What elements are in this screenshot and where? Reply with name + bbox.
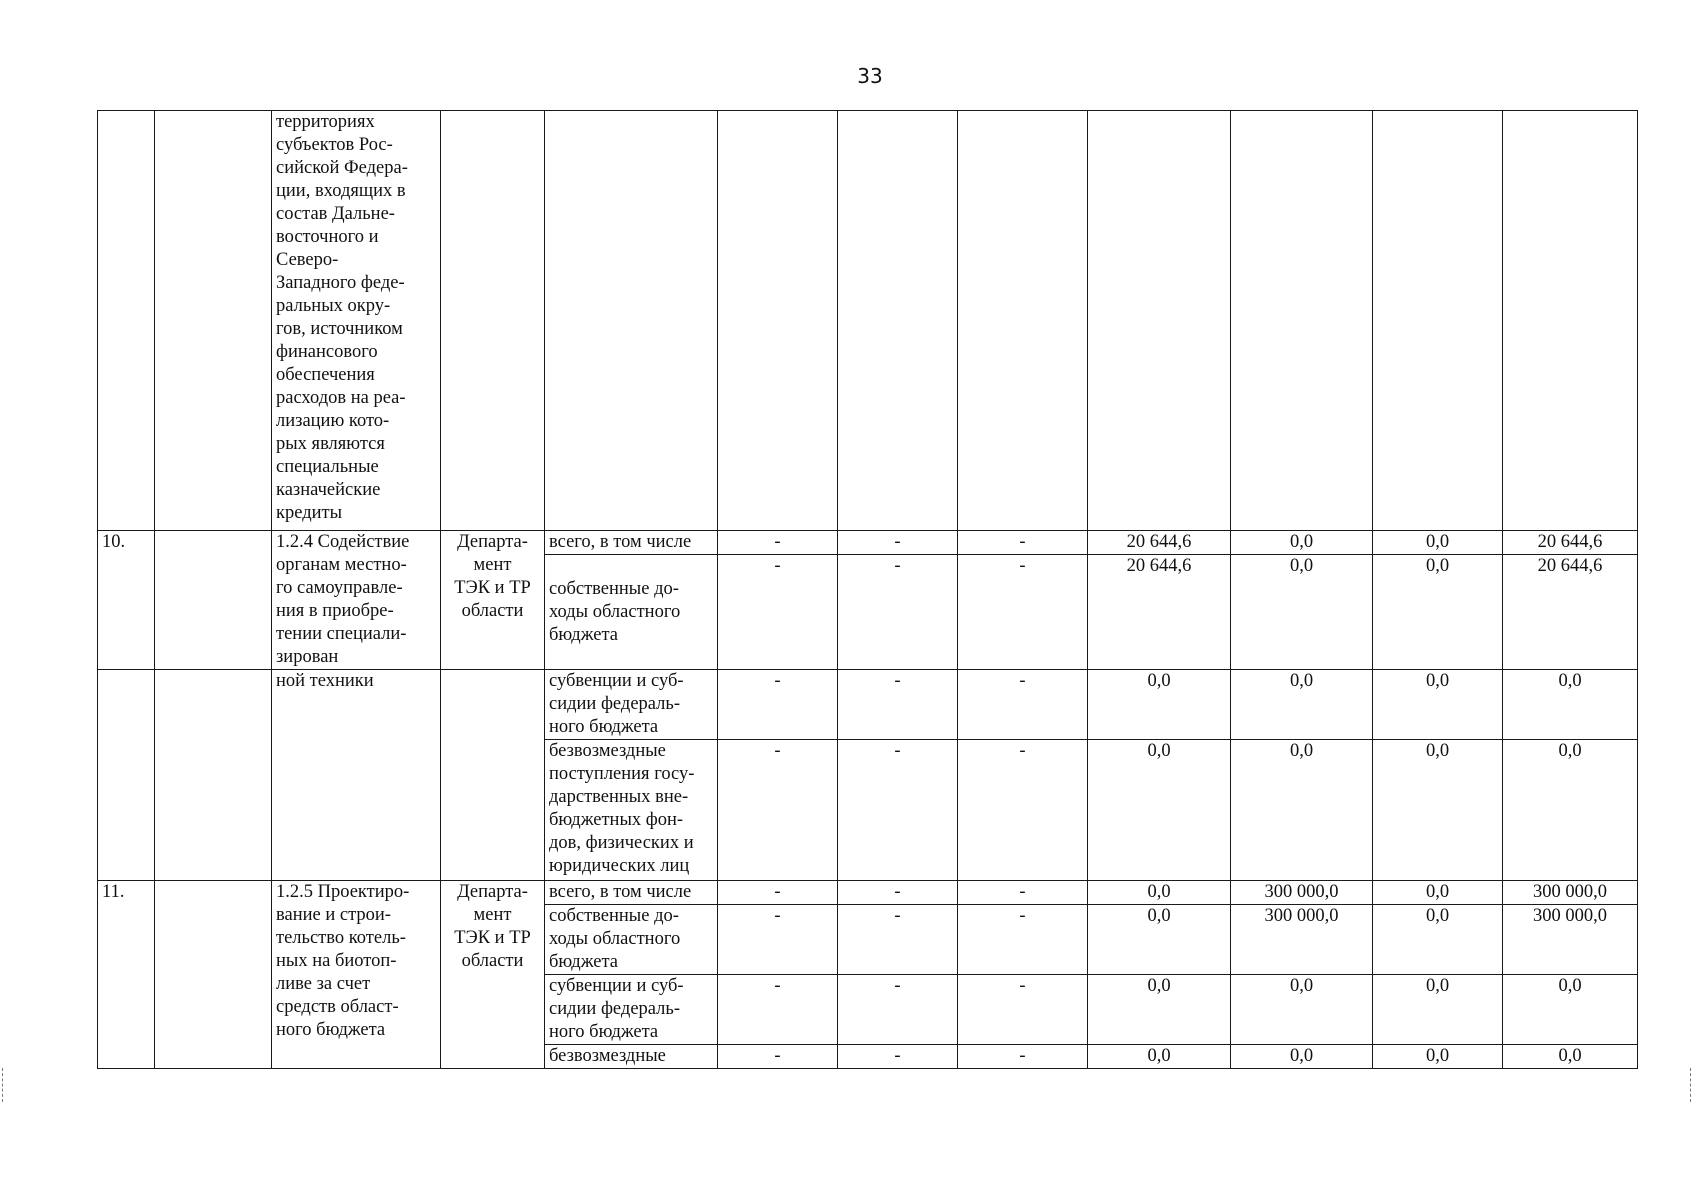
- cell-value: [1373, 111, 1503, 531]
- value-cell: 20 644,6: [1503, 555, 1638, 670]
- executor-name: Департа- мент ТЭК и ТР области: [441, 881, 545, 1069]
- value-cell: 0,0: [1503, 975, 1638, 1045]
- value-cell: 0,0: [1373, 670, 1503, 740]
- value-cell: -: [838, 740, 958, 881]
- source-label: субвенции и суб- сидии федераль- ного бюджета: [545, 670, 718, 740]
- value-cell: 0,0: [1231, 670, 1373, 740]
- value-cell: 0,0: [1373, 975, 1503, 1045]
- value-cell: 0,0: [1231, 975, 1373, 1045]
- cell-value: [1231, 111, 1373, 531]
- cell-code: [155, 670, 272, 881]
- cell-executor: [441, 111, 545, 531]
- value-cell: -: [838, 975, 958, 1045]
- value-cell: 20 644,6: [1088, 555, 1231, 670]
- scan-edge-mark: [2, 1068, 5, 1102]
- cell-value: [718, 111, 838, 531]
- activity-name: 1.2.5 Проектиро- вание и строи- тельство котель- ных на биотоп- ливе за счет средств област- ного бюджета: [272, 881, 441, 1069]
- cell-number: [98, 111, 155, 531]
- cell-description: территориях субъектов Рос- сийской Федера- ции, входящих в состав Дальне- восточного и Северо- Западного феде- ральных окру- гов, источником финансового обеспечения расходов на реа- лизацию кото- рых являются специальные казначейские кредиты: [272, 111, 441, 531]
- value-cell: -: [958, 740, 1088, 881]
- cell-value: [838, 111, 958, 531]
- value-cell: 0,0: [1373, 881, 1503, 905]
- value-cell: 300 000,0: [1231, 881, 1373, 905]
- value-cell: 0,0: [1373, 531, 1503, 555]
- source-label: безвозмездные: [545, 1045, 718, 1069]
- value-cell: 0,0: [1088, 905, 1231, 975]
- value-cell: -: [838, 881, 958, 905]
- value-cell: 300 000,0: [1231, 905, 1373, 975]
- cell-code: [155, 531, 272, 670]
- cell-value: [1088, 111, 1231, 531]
- value-cell: 0,0: [1503, 740, 1638, 881]
- value-cell: 300 000,0: [1503, 905, 1638, 975]
- value-cell: -: [718, 1045, 838, 1069]
- cell-code: [155, 881, 272, 1069]
- row-number: 11.: [98, 881, 155, 1069]
- source-label: безвозмездные поступления госу- дарственных вне- бюджетных фон- дов, физических и юридических лиц: [545, 740, 718, 881]
- cell-code: [155, 111, 272, 531]
- row-number: [98, 670, 155, 881]
- value-cell: 0,0: [1088, 1045, 1231, 1069]
- table-row: [98, 670, 1638, 740]
- value-cell: 0,0: [1503, 670, 1638, 740]
- budget-table: [97, 110, 1638, 1069]
- activity-name: 1.2.4 Содействие органам местно- го самоуправле- ния в приобре- тении специали- зирован: [272, 531, 441, 670]
- value-cell: -: [718, 531, 838, 555]
- value-cell: 0,0: [1231, 740, 1373, 881]
- table-row: [98, 531, 1638, 555]
- value-cell: -: [958, 881, 1088, 905]
- value-cell: -: [718, 740, 838, 881]
- scan-edge-mark: [1690, 1068, 1693, 1102]
- value-cell: -: [718, 975, 838, 1045]
- value-cell: -: [838, 1045, 958, 1069]
- value-cell: -: [838, 670, 958, 740]
- value-cell: 0,0: [1373, 905, 1503, 975]
- source-label: собственные до- ходы областного бюджета: [545, 905, 718, 975]
- activity-name-continued: ной техники: [272, 670, 441, 881]
- value-cell: -: [718, 670, 838, 740]
- value-cell: -: [958, 1045, 1088, 1069]
- value-cell: 0,0: [1088, 740, 1231, 881]
- value-cell: -: [958, 905, 1088, 975]
- page-number: 33: [857, 64, 883, 88]
- row-number: 10.: [98, 531, 155, 670]
- value-cell: 300 000,0: [1503, 881, 1638, 905]
- value-cell: 0,0: [1503, 1045, 1638, 1069]
- value-cell: -: [718, 905, 838, 975]
- value-cell: -: [958, 670, 1088, 740]
- value-cell: 0,0: [1231, 555, 1373, 670]
- source-label: собственные до- ходы областного бюджета: [545, 555, 718, 670]
- value-cell: 0,0: [1088, 670, 1231, 740]
- source-label: всего, в том числе: [545, 881, 718, 905]
- cell-value: [1503, 111, 1638, 531]
- value-cell: 20 644,6: [1088, 531, 1231, 555]
- executor-name: [441, 670, 545, 881]
- value-cell: 0,0: [1231, 531, 1373, 555]
- value-cell: 0,0: [1088, 975, 1231, 1045]
- value-cell: -: [718, 555, 838, 670]
- cell-value: [958, 111, 1088, 531]
- value-cell: -: [718, 881, 838, 905]
- value-cell: -: [958, 555, 1088, 670]
- value-cell: -: [958, 975, 1088, 1045]
- value-cell: -: [838, 555, 958, 670]
- table-row-continuation: [98, 111, 1638, 531]
- value-cell: 0,0: [1373, 555, 1503, 670]
- table-row: [98, 881, 1638, 905]
- value-cell: 0,0: [1231, 1045, 1373, 1069]
- value-cell: 0,0: [1088, 881, 1231, 905]
- value-cell: 0,0: [1373, 1045, 1503, 1069]
- executor-name: Департа- мент ТЭК и ТР области: [441, 531, 545, 670]
- value-cell: -: [838, 905, 958, 975]
- value-cell: -: [838, 531, 958, 555]
- value-cell: 20 644,6: [1503, 531, 1638, 555]
- cell-source: [545, 111, 718, 531]
- source-label: субвенции и суб- сидии федераль- ного бюджета: [545, 975, 718, 1045]
- value-cell: -: [958, 531, 1088, 555]
- value-cell: 0,0: [1373, 740, 1503, 881]
- source-label: всего, в том числе: [545, 531, 718, 555]
